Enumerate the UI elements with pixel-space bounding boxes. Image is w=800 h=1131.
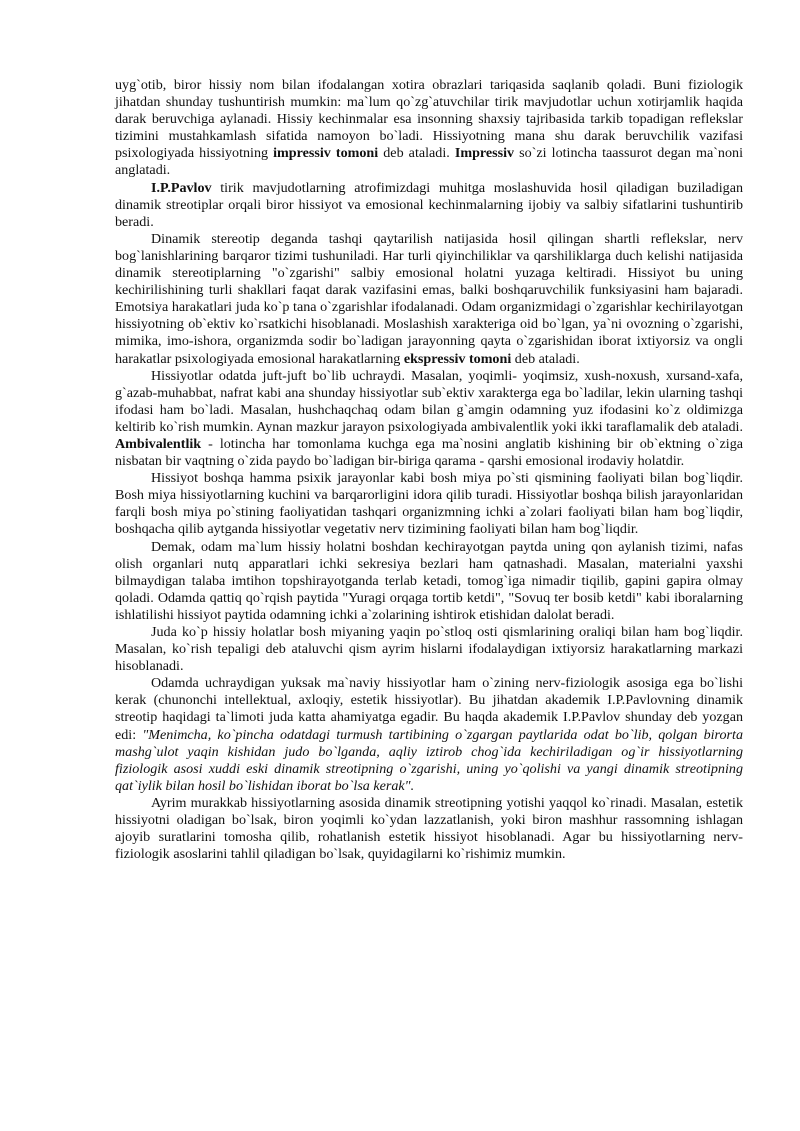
paragraph bbox=[115, 368, 743, 471]
bold-term: Ambivalentlik bbox=[115, 435, 202, 452]
paragraph bbox=[115, 795, 743, 863]
paragraph bbox=[115, 675, 743, 795]
document-body bbox=[115, 77, 743, 863]
paragraph bbox=[115, 470, 743, 538]
text-run: uyg`otib, biror hissiy nom bilan ifodalangan xotira obrazlari tariqasida saqlanib qoladi. Buni fiziologik jihatdan shunday tushuntirish mumkin: ma`lum qo`zg`atuvchilar tirik mavjudotlar uchun xotirjamlik haqida darak beruvchiga aylanadi. Hissiy kechinmalar esa insonning shaxsiy tajribasida tarkib topadigan reflekslar tizimini mustahkamlash sifatida namoyon bo`ladi. Hissiyotning mana shu darak beruvchilik vazifasi psixologiyada hissiyotning bbox=[115, 77, 743, 162]
text-run: so`zi lotincha taassurot degan ma`noni anglatadi. bbox=[115, 145, 743, 179]
paragraph bbox=[115, 77, 743, 180]
text-run: Ayrim murakkab hissiyotlarning asosida dinamik streotipning yotishi yaqqol ko`rinadi. Masalan, estetik hissiyotni oladigan bo`lsak, biron yoqimli ko`ydan lazzatlanish, yoki biron mashhur rassomning ishlagan ajoyib suratlarini tomosha qilib, rohatlanish estetik hissiyot hisoblanadi. Agar bu hissiyotlarning nerv-fiziologik asoslarini tahlil qiladigan bo`lsak, quyidagilarni ko`rishimiz mumkin. bbox=[115, 794, 743, 863]
paragraph bbox=[115, 539, 743, 624]
text-run: Dinamik stereotip deganda tashqi qaytarilish natijasida hosil qilingan shartli reflekslar, nerv bog`lanishlarining barqaror tizimi tushuniladi. Har turli qiyinchiliklar va qarshiliklarga duch kelishi natijasida dinamik stereotiplarning "o`zgarishi" salbiy emosional holatni yuzaga keltiradi. Hissiyot bu uning kechirilishining turli shakllari faqat darak vazifasini emas, balki boshqaruvchilik funksiyasini ham bajaradi. Emotsiya harakatlari juda ko`p tana o`zgarishlar ifodalanadi. Odam organizmidagi o`zgarishlar kechirilayotgan hissiyotning ob`ektiv ko`rsatkichi hisoblanadi. Moslashish xarakteriga oid bo`lgan, ya`ni ovozning o`zgarishi, mimika, imo-ishora, organizmda sodir bo`ladigan jarayonning qayta o`zgarishidan iborat ixtiyorsiz va ongli harakatlar psixologiyada emosional harakatlarning bbox=[115, 230, 743, 367]
text-run: - lotincha har tomonlama kuchga ega ma`nosini anglatib kishining bir ob`ektning o`ziga nisbatan bir vaqtning o`zida paydo bo`ladigan bir-biriga qarama - qarshi emosional irodaviy holatdir. bbox=[115, 435, 743, 470]
text-run: Demak, odam ma`lum hissiy holatni boshdan kechirayotgan paytda uning qon aylanish tizimi, nafas olish organlari nutq apparatlari ichki sekresiya bezlari ham qatnashadi. Masalan, materialni yaxshi bilmaydigan talaba imtihon topshirayotganda terlab ketadi, tomog`iga nimadir tiqilib, gapini gapira olmay qoladi. Odamda qattiq qo`rqish paytida "Yuragi orqaga tortib ketdi", "Sovuq ter bosib ketdi" kabi iboralarning ishlatilishi hissiyot paytida odamning ichki a`zolarining ishtirok etishidan dalolat beradi. bbox=[115, 538, 743, 623]
paragraph bbox=[115, 231, 743, 368]
bold-term: I.P.Pavlov bbox=[151, 179, 212, 196]
paragraph bbox=[115, 180, 743, 231]
bold-term: impressiv tomoni bbox=[273, 145, 379, 162]
paragraph bbox=[115, 624, 743, 675]
text-run: Hissiyot boshqa hamma psixik jarayonlar kabi bosh miya po`sti qismining faoliyati bilan bog`liqdir. Bosh miya hissiyotlarning kuchini va barqarorligini idora qilib turadi. Hissiyotlar boshqa bilish jarayonlaridan farqli bosh miya po`stining faoliyatidan tashqari organizmning ichki a`zolari faoliyati bilan ham bog`liqdir, boshqacha qilib aytganda hissiyotlar vegetativ nerv tizimining faoliyati bilan ham bog`liqdir. bbox=[115, 470, 743, 538]
bold-term: ekspressiv tomoni bbox=[403, 350, 512, 367]
text-run: Odamda uchraydigan yuksak ma`naviy hissiyotlar ham o`zining nerv-fiziologik asosiga ega bo`lishi kerak (chunonchi intellektual, axloqiy, estetik hissiyotlar). Bu jihatdan akademik I.P.Pavlovning dinamik streotip haqidagi ta`limoti juda katta ahamiyatga egadir. Bu haqda akademik I.P.Pavlov shunday deb yozgan edi: bbox=[115, 675, 743, 743]
text-run: deb ataladi. bbox=[378, 145, 455, 162]
bold-term: Impressiv bbox=[454, 145, 515, 162]
text-run: deb ataladi. bbox=[511, 350, 580, 367]
text-run: Juda ko`p hissiy holatlar bosh miyaning yaqin po`stloq osti qismlarining oraliqi bilan ham bog`liqdir. Masalan, ko`rish tepaligi deb ataluvchi qism ayrim hislarni ifodalaydigan ixtiyorsiz harakatlarning markazi hisoblanadi. bbox=[115, 624, 743, 675]
italic-quote: "Menimcha, ko`pincha odatdagi turmush tartibining o`zgargan paytlarida odat bo`lib, qolgan birorta mashg`ulot yaqin kishidan judo bo`lganda, aqliy iztirob chog`ida kechiriladigan og`ir hissiyotlarning fiziologik asosi xuddi eski dinamik streotipning o`zgarishi, uning yo`qolishi va yangi dinamik streotipning qat`iylik bilan hosil bo`lishidan iborat bo`lsa kerak". bbox=[115, 726, 743, 794]
text-run: tirik mavjudotlarning atrofimizdagi muhitga moslashuvida hosil qiladigan buziladigan dinamik streotiplar orqali biror hissiyot va emosional kechinmalarning ijobiy va salbiy sifatlarini tushuntirib beradi. bbox=[115, 179, 743, 230]
text-run: Hissiyotlar odatda juft-juft bo`lib uchraydi. Masalan, yoqimli- yoqimsiz, xush-noxush, xursand-xafa, g`azab-muhabbat, nafrat kabi ana shunday hissiyotlar sub`ektiv xarakterga ega bo`ladilar, lekin ularning tashqi ifodasi ham bo`ladi. Masalan, hushchaqchaq odam bilan g`amgin odamning yuz ifodasini ko`z oldimizga keltirib ko`rish mumkin. Aynan mazkur jarayon psixologiyada ambivalentlik yoki ikki taraflamalik deb ataladi. bbox=[115, 367, 743, 435]
